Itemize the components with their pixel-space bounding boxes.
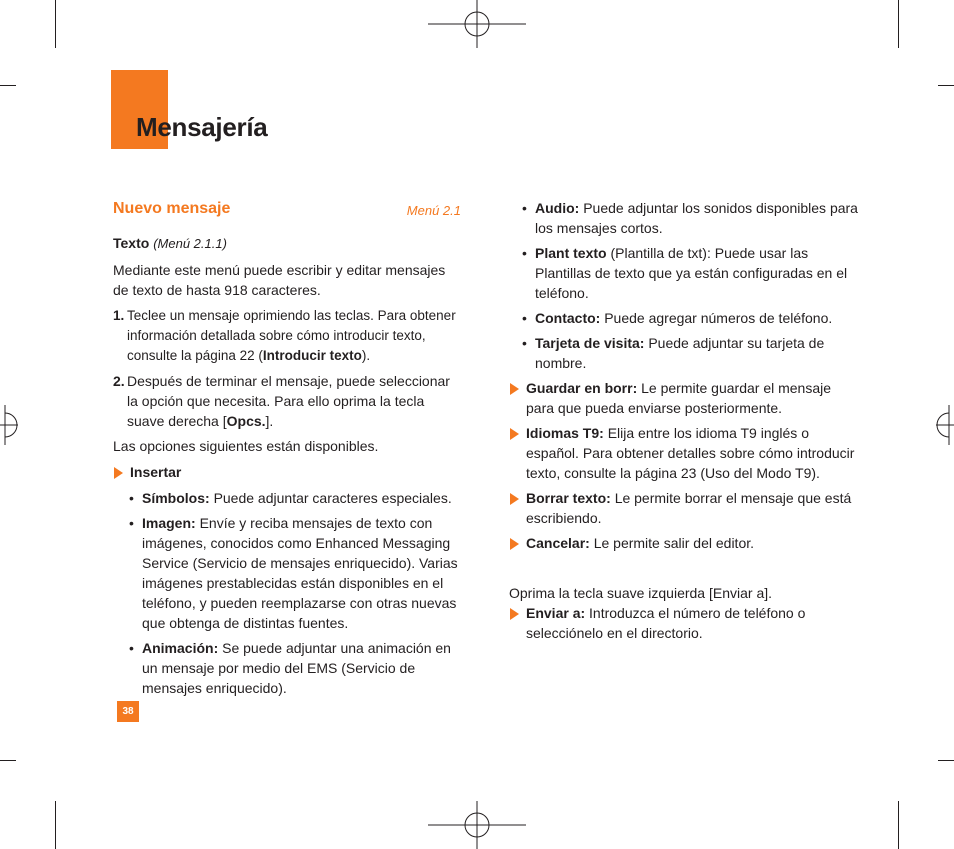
bullet-icon: •	[522, 310, 527, 326]
insert-bullet-list	[113, 488, 461, 698]
intro-paragraph: Mediante este menú puede escribir y editar mensajes de texto de hasta 918 caracteres.	[113, 262, 446, 298]
option-label: Enviar a:	[526, 605, 586, 621]
arrow-right-icon	[114, 467, 123, 479]
arrow-right-icon	[510, 538, 519, 550]
option-text: Introduzca el número de teléfono o selecciónelo en el directorio.	[526, 605, 806, 641]
bullet-item	[129, 513, 461, 633]
arrow-option	[509, 378, 859, 418]
bullet-item	[129, 488, 461, 508]
crop-mark	[55, 0, 56, 48]
bullet-icon: •	[129, 515, 134, 531]
bullet-label: Imagen:	[142, 515, 196, 531]
subsection-title: Texto	[113, 235, 150, 251]
arrow-option	[509, 488, 859, 528]
registration-mark-right	[936, 400, 954, 450]
subsection-menu-number: (Menú 2.1.1)	[153, 236, 227, 251]
bullet-item	[129, 638, 461, 698]
bullet-label: Tarjeta de visita:	[535, 335, 645, 351]
bullet-text: Puede adjuntar su tarjeta de nombre.	[535, 335, 825, 371]
section-title: Nuevo mensaje	[113, 200, 231, 217]
right-bullet-list	[509, 198, 859, 373]
bullet-text: Puede agregar números de teléfono.	[604, 310, 833, 326]
bullet-icon: •	[522, 200, 527, 216]
insert-option	[113, 462, 461, 482]
arrow-right-icon	[510, 428, 519, 440]
option-text: Le permite borrar el mensaje que está escribiendo.	[526, 490, 852, 526]
registration-mark-bottom	[428, 801, 526, 849]
bullet-label: Plant texto	[535, 245, 607, 261]
arrow-right-icon	[510, 493, 519, 505]
step-item	[113, 371, 461, 431]
arrow-option	[509, 423, 859, 483]
crop-mark	[938, 85, 954, 86]
page-title: Mensajería	[136, 112, 268, 142]
step-text: Teclee un mensaje oprimiendo las teclas. Para obtener información detallada sobre cómo introducir texto, consulte la página 22 (	[127, 308, 456, 363]
bullet-icon: •	[129, 640, 134, 656]
crop-mark	[55, 801, 56, 849]
section-menu-number: Menú 2.1	[406, 203, 461, 218]
arrow-right-icon	[510, 608, 519, 620]
bullet-text: Puede adjuntar caracteres especiales.	[213, 490, 452, 506]
insert-label: Insertar	[130, 464, 182, 480]
step-text-end: ).	[361, 348, 371, 363]
registration-mark-top	[428, 0, 526, 48]
page-number: 38	[117, 701, 139, 722]
crop-mark	[898, 801, 899, 849]
arrow-option	[509, 533, 859, 553]
closing-paragraph: Oprima la tecla suave izquierda [Enviar a].	[509, 585, 773, 601]
option-label: Guardar en borr:	[526, 380, 638, 396]
bullet-text: Puede adjuntar los sonidos disponibles para los mensajes cortos.	[535, 200, 858, 236]
step-bold-text: Opcs.	[226, 413, 266, 429]
crop-mark	[0, 85, 16, 86]
step-item	[113, 306, 461, 366]
send-option	[509, 603, 859, 643]
bullet-item	[522, 333, 859, 373]
step-number: 1.	[113, 308, 125, 323]
bullet-item	[522, 198, 859, 238]
bullet-icon: •	[129, 490, 134, 506]
crop-mark	[0, 760, 16, 761]
bullet-label: Símbolos:	[142, 490, 210, 506]
option-label: Borrar texto:	[526, 490, 611, 506]
bullet-item	[522, 308, 859, 328]
bullet-text: (Plantilla de txt): Puede usar las Plantillas de texto que ya están configuradas en el teléfono.	[535, 245, 848, 301]
bullet-label: Contacto:	[535, 310, 601, 326]
arrow-right-icon	[510, 383, 519, 395]
bullet-icon: •	[522, 335, 527, 351]
bullet-icon: •	[522, 245, 527, 261]
bullet-item	[522, 243, 859, 303]
crop-mark	[938, 760, 954, 761]
crop-mark	[898, 0, 899, 48]
step-bold-text: Introducir texto	[262, 348, 362, 363]
step-text-end: ].	[265, 413, 274, 429]
registration-mark-left	[0, 400, 18, 450]
option-text: Elija entre los idioma T9 inglés o español. Para obtener detalles sobre cómo introducir texto, consulte la página 23 (Uso del Modo T9).	[526, 425, 855, 481]
option-text: Le permite guardar el mensaje para que pueda enviarse posteriormente.	[526, 380, 832, 416]
bullet-label: Audio:	[535, 200, 580, 216]
option-label: Cancelar:	[526, 535, 590, 551]
right-column	[509, 198, 859, 643]
section-header	[113, 199, 461, 221]
option-text: Le permite salir del editor.	[593, 535, 755, 551]
subsection-header	[113, 233, 461, 254]
option-label: Idiomas T9:	[526, 425, 604, 441]
bullet-text: Envíe y reciba mensajes de texto con imágenes, conocidos como Enhanced Messaging Service (Servicio de mensajes enriquecido). Varias imágenes prestablecidas están disponibles en el teléfono, y pueden reemplazarse con otras nuevas que obtenga de distintas fuentes.	[142, 515, 458, 631]
options-intro: Las opciones siguientes están disponibles.	[113, 438, 379, 454]
bullet-label: Animación:	[142, 640, 219, 656]
left-column	[113, 199, 461, 698]
bullet-text: Se puede adjuntar una animación en un mensaje por medio del EMS (Servicio de mensajes enriquecido).	[142, 640, 451, 696]
step-text: Después de terminar el mensaje, puede seleccionar la opción que necesita. Para ello oprima la tecla suave derecha [	[127, 373, 450, 429]
step-number: 2.	[113, 373, 125, 389]
